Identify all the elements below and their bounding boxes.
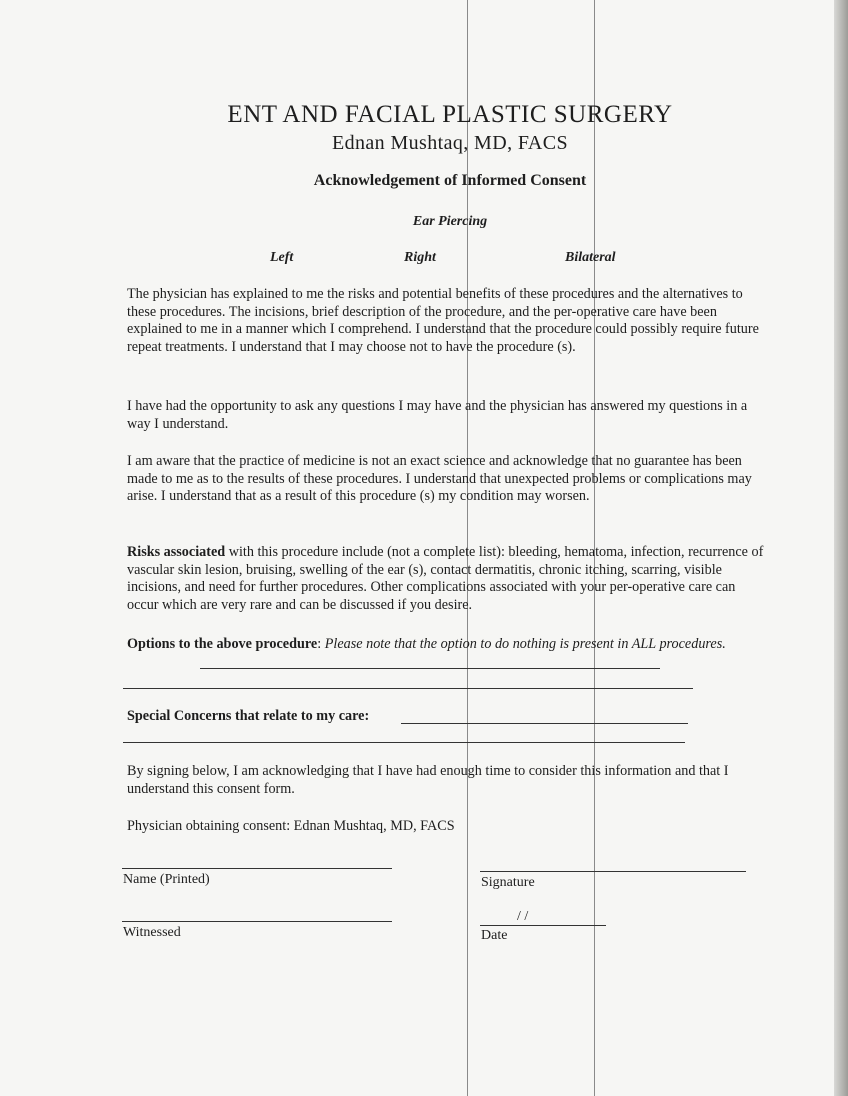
practice-name: ENT AND FACIAL PLASTIC SURGERY [227,101,673,128]
name-printed-label: Name (Printed) [123,872,210,887]
risks-label: Risks associated [127,544,226,560]
no-guarantee-paragraph: I am aware that the practice of medicine is not an exact science and acknowledge that no guarantee has been made to me as to the results of these procedures. I understand that unexpected problems or complications may arise. I understand that as a result of this procedure (s) my condition may worsen. [127,453,752,504]
physician-name: Ednan Mushtaq, MD, FACS [331,132,569,154]
options-paragraph [127,636,767,654]
form-title: Acknowledgement of Informed Consent [313,172,587,189]
witnessed-line[interactable] [122,921,392,922]
date-slashes: / / [517,909,529,924]
options-blank-line[interactable] [200,668,660,669]
explanation-paragraph: The physician has explained to me the risks and potential benefits of these procedures and the alternatives to these procedures. The incisions, brief description of the procedure, and the per-operative care have been explained to me in a manner which I comprehend. I understand that the procedure could possibly require future repeat treatments. I understand that I may choose not to have the procedure (s). [127,286,759,355]
physician-obtaining-consent: Physician obtaining consent: Ednan Mushtaq, MD, FACS [127,818,455,834]
options-colon: : [317,636,325,652]
procedure-name: Ear Piercing [412,214,488,229]
name-printed-line[interactable] [122,868,392,869]
witnessed-label: Witnessed [123,925,181,940]
signing-paragraph: By signing below, I am acknowledging that I have had enough time to consider this information and that I understand this consent form. [127,763,729,797]
questions-paragraph: I have had the opportunity to ask any questions I may have and the physician has answered my questions in a way I understand. [127,398,748,432]
signature-line[interactable] [480,871,746,872]
date-label: Date [481,928,508,943]
concerns-blank-line-2[interactable] [123,742,685,743]
risks-text: with this procedure include (not a complete list): bleeding, hematoma, infection, recurrence of vascular skin lesion, bruising, swelling of the ear (s), contact dermatitis, chronic itching, scarring, visible incisions, and need for further procedures. Other complications associated with your per-operative care can occur which are very rare and can be discussed if you desire. [127,544,764,613]
concerns-blank-line[interactable] [401,723,688,724]
options-label: Options to the above procedure [127,636,318,652]
signature-label: Signature [481,875,535,890]
risks-paragraph [127,544,767,614]
option-right[interactable]: Right [404,250,436,265]
option-bilateral[interactable]: Bilateral [565,250,616,265]
options-blank-line-2[interactable] [123,688,693,689]
concerns-label: Special Concerns that relate to my care: [127,708,370,724]
page-edge-shadow [834,0,848,1096]
options-note: Please note that the option to do nothing is present in ALL procedures. [324,636,726,652]
date-line[interactable] [480,925,606,926]
option-left[interactable]: Left [270,250,294,265]
